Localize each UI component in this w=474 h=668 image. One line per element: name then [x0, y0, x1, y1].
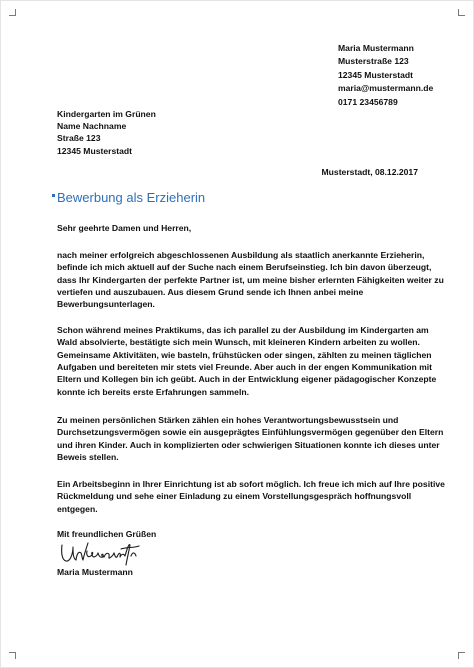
- sender-city: 12345 Musterstadt: [338, 69, 413, 80]
- paragraph-line: nach meiner erfolgreich abgeschlossenen Ausbildung als staatlich anerkannte Erzieherin,: [57, 250, 425, 260]
- body-paragraph-4: [57, 478, 445, 515]
- sender-phone: 0171 23456789: [338, 96, 398, 107]
- recipient-contact: Name Nachname: [57, 121, 127, 132]
- recipient-organization: Kindergarten im Grünen: [57, 109, 156, 119]
- paragraph-line: befinde ich mich aktuell auf der Suche nach einem Berufseinstieg. Ich bin davon überzeugt,: [57, 262, 432, 273]
- body-paragraph-1: [57, 249, 444, 311]
- crop-mark-top-left: [9, 9, 16, 16]
- closing: Mit freundlichen Grüßen: [57, 529, 157, 539]
- paragraph-line: Aufgaben und bereiteten mir stets viel Freunde. Aber auch in der engen Kommunikation mit: [57, 362, 432, 373]
- signer-name: Maria Mustermann: [57, 567, 133, 577]
- crop-mark-bottom-left: [9, 652, 16, 659]
- paragraph-line: Rückmeldung und sehe einer Einladung zu einem Vorstellungsgespräch hoffnungsvoll: [57, 491, 412, 502]
- handwritten-signature: [57, 539, 157, 567]
- sender-name: Maria Mustermann: [338, 43, 414, 53]
- sender-address: [338, 42, 433, 109]
- place-date: Musterstadt, 08.12.2017: [321, 167, 418, 177]
- body-paragraph-2: [57, 324, 437, 398]
- salutation: Sehr geehrte Damen und Herren,: [57, 223, 192, 233]
- subject-line: Bewerbung als Erzieherin: [57, 190, 206, 205]
- paragraph-line: konnte ich bereits erste Erfahrungen sammeln.: [57, 386, 249, 397]
- paragraph-line: Wald absolvierte, bestätigte sich mein Wunsch, mit kleineren Kindern arbeiten zu wollen.: [57, 337, 420, 348]
- paragraph-line: Zu meinen persönlichen Stärken zählen ein hohes Verantwortungsbewusstsein und: [57, 415, 399, 425]
- recipient-address: [57, 108, 156, 157]
- subject-marker: [52, 194, 55, 197]
- crop-mark-top-right: [458, 9, 465, 16]
- paragraph-line: Bewerbungsunterlagen.: [57, 299, 155, 310]
- paragraph-line: entgegen.: [57, 503, 98, 514]
- sender-street: Musterstraße 123: [338, 56, 409, 67]
- recipient-street: Straße 123: [57, 133, 101, 144]
- paragraph-line: Eltern und Kollegen bin ich geübt. Auch in der Entwicklung eigener pädagogischer Konzepte: [57, 374, 437, 385]
- paragraph-line: Beweis stellen.: [57, 452, 119, 463]
- paragraph-line: Schon während meines Praktikums, das ich parallel zu der Ausbildung im Kindergarten am: [57, 325, 429, 335]
- paragraph-line: Durchsetzungsvermögen sowie ein ausgeprägtes Einfühlungsvermögen gegenüber den Eltern: [57, 427, 444, 438]
- sender-email: maria@mustermann.de: [338, 83, 434, 94]
- recipient-city: 12345 Musterstadt: [57, 145, 132, 156]
- paragraph-line: vertiefen und auszubauen. Aus diesem Grund sende ich Ihnen anbei meine: [57, 287, 364, 298]
- paragraph-line: Ein Arbeitsbeginn in Ihrer Einrichtung ist ab sofort möglich. Ich freue ich mich auf Ihre positive: [57, 479, 445, 489]
- crop-mark-bottom-right: [458, 652, 465, 659]
- paragraph-line: und ihren Kinder. Auch in komplizierten oder schwierigen Situationen konnte ich dieses unter: [57, 439, 440, 450]
- body-paragraph-3: [57, 414, 444, 463]
- paragraph-line: dass Ihr Kindergarten der perfekte Partner ist, um meine bisher erlernten Fähigkeiten weiter zu: [57, 274, 444, 285]
- paragraph-line: Gemeinsame Aktivitäten, wie basteln, frühstücken oder singen, zählten zu meinen täglichen: [57, 349, 432, 360]
